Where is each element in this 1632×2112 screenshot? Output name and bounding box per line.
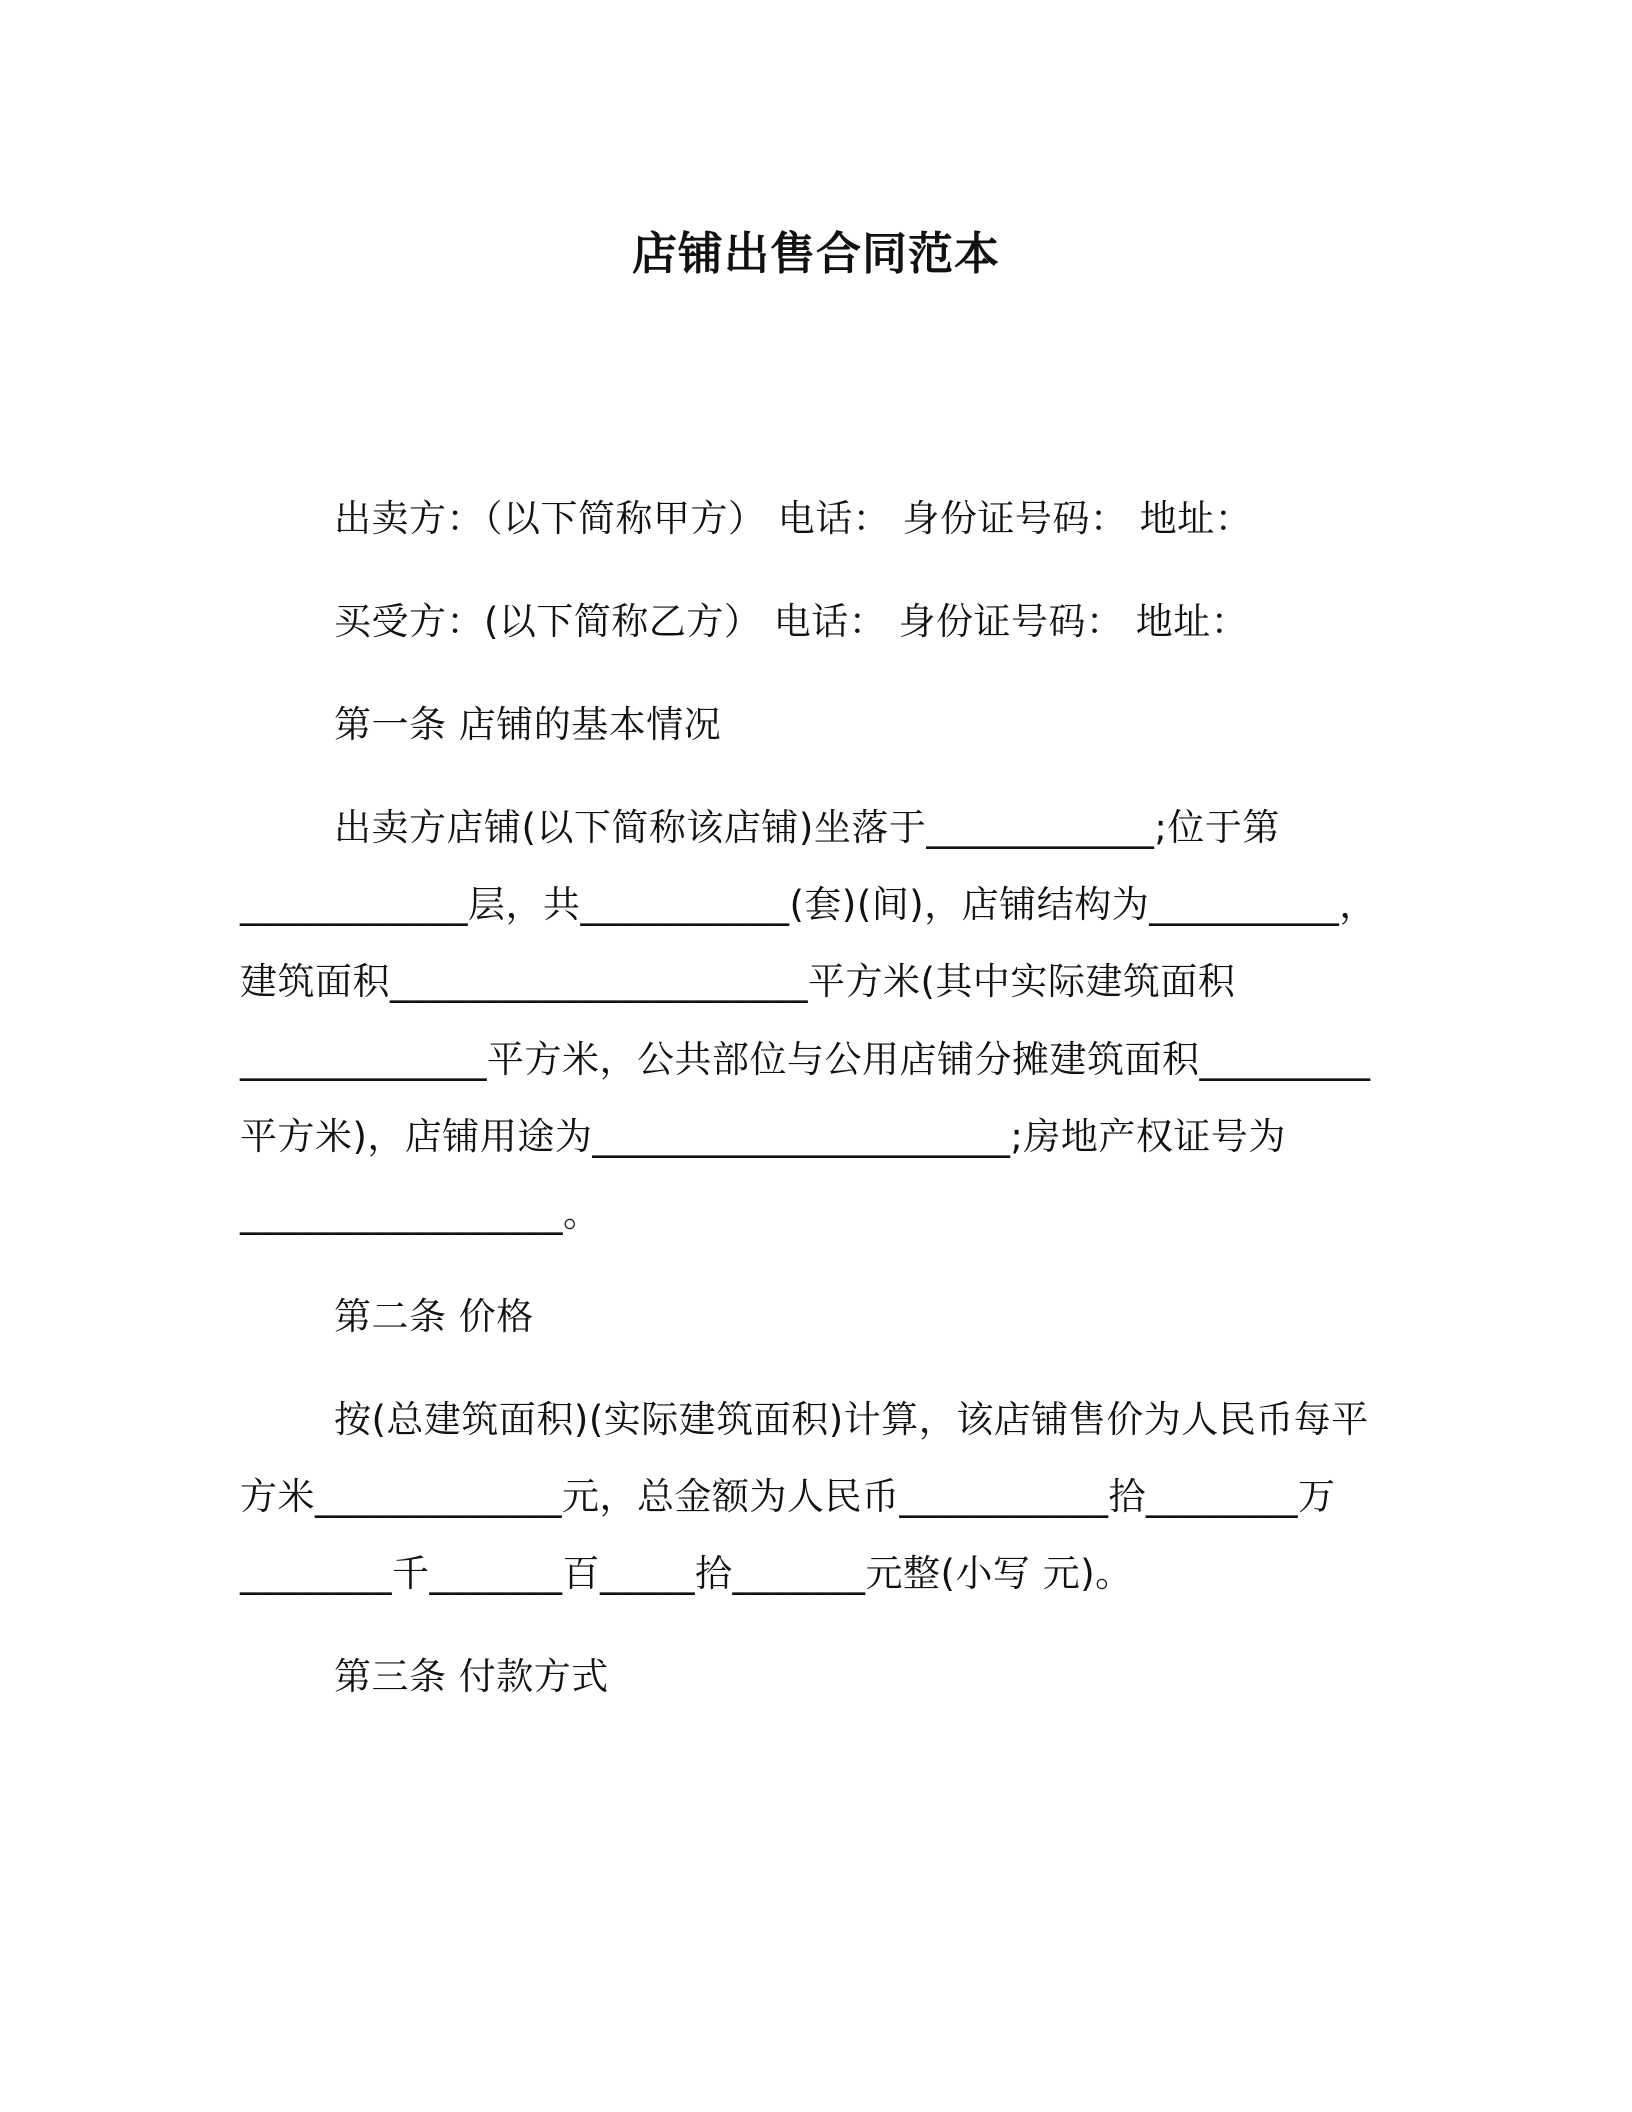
article-2-text-line-3: ________千_______百_____拾_______元整(小写 元)。: [240, 1552, 1133, 1595]
document-title: 店铺出售合同范本: [631, 227, 1000, 280]
article-1-heading: 第一条 店铺的基本情况: [334, 703, 722, 746]
article-2-text-line-1: 按(总建筑面积)(实际建筑面积)计算，该店铺售价为人民币每平: [334, 1398, 1369, 1441]
article-2-text-line-2: 方米_____________元，总金额为人民币___________拾________万: [240, 1475, 1336, 1518]
article-1-text-line-1: 出卖方店铺(以下简称该店铺)坐落于____________;位于第: [334, 806, 1280, 849]
article-1-text-line-5: 平方米)，店铺用途为______________________;房地产权证号为: [240, 1115, 1286, 1158]
article-1-text-line-3: 建筑面积______________________平方米(其中实际建筑面积: [240, 960, 1236, 1003]
article-1-text-line-4: _____________平方米，公共部位与公用店铺分摊建筑面积_________: [240, 1038, 1371, 1081]
article-2-heading: 第二条 价格: [334, 1295, 534, 1338]
seller-info-line: 出卖方：（以下简称甲方） 电话： 身份证号码： 地址：: [334, 497, 1253, 540]
buyer-info-line: 买受方：(以下简称乙方） 电话： 身份证号码： 地址：: [334, 600, 1249, 643]
article-1-text-line-6: _________________。: [240, 1192, 601, 1235]
article-3-heading: 第三条 付款方式: [334, 1655, 609, 1698]
article-1-text-line-2: ____________层，共___________(套)(间)，店铺结构为__________，: [240, 883, 1377, 926]
